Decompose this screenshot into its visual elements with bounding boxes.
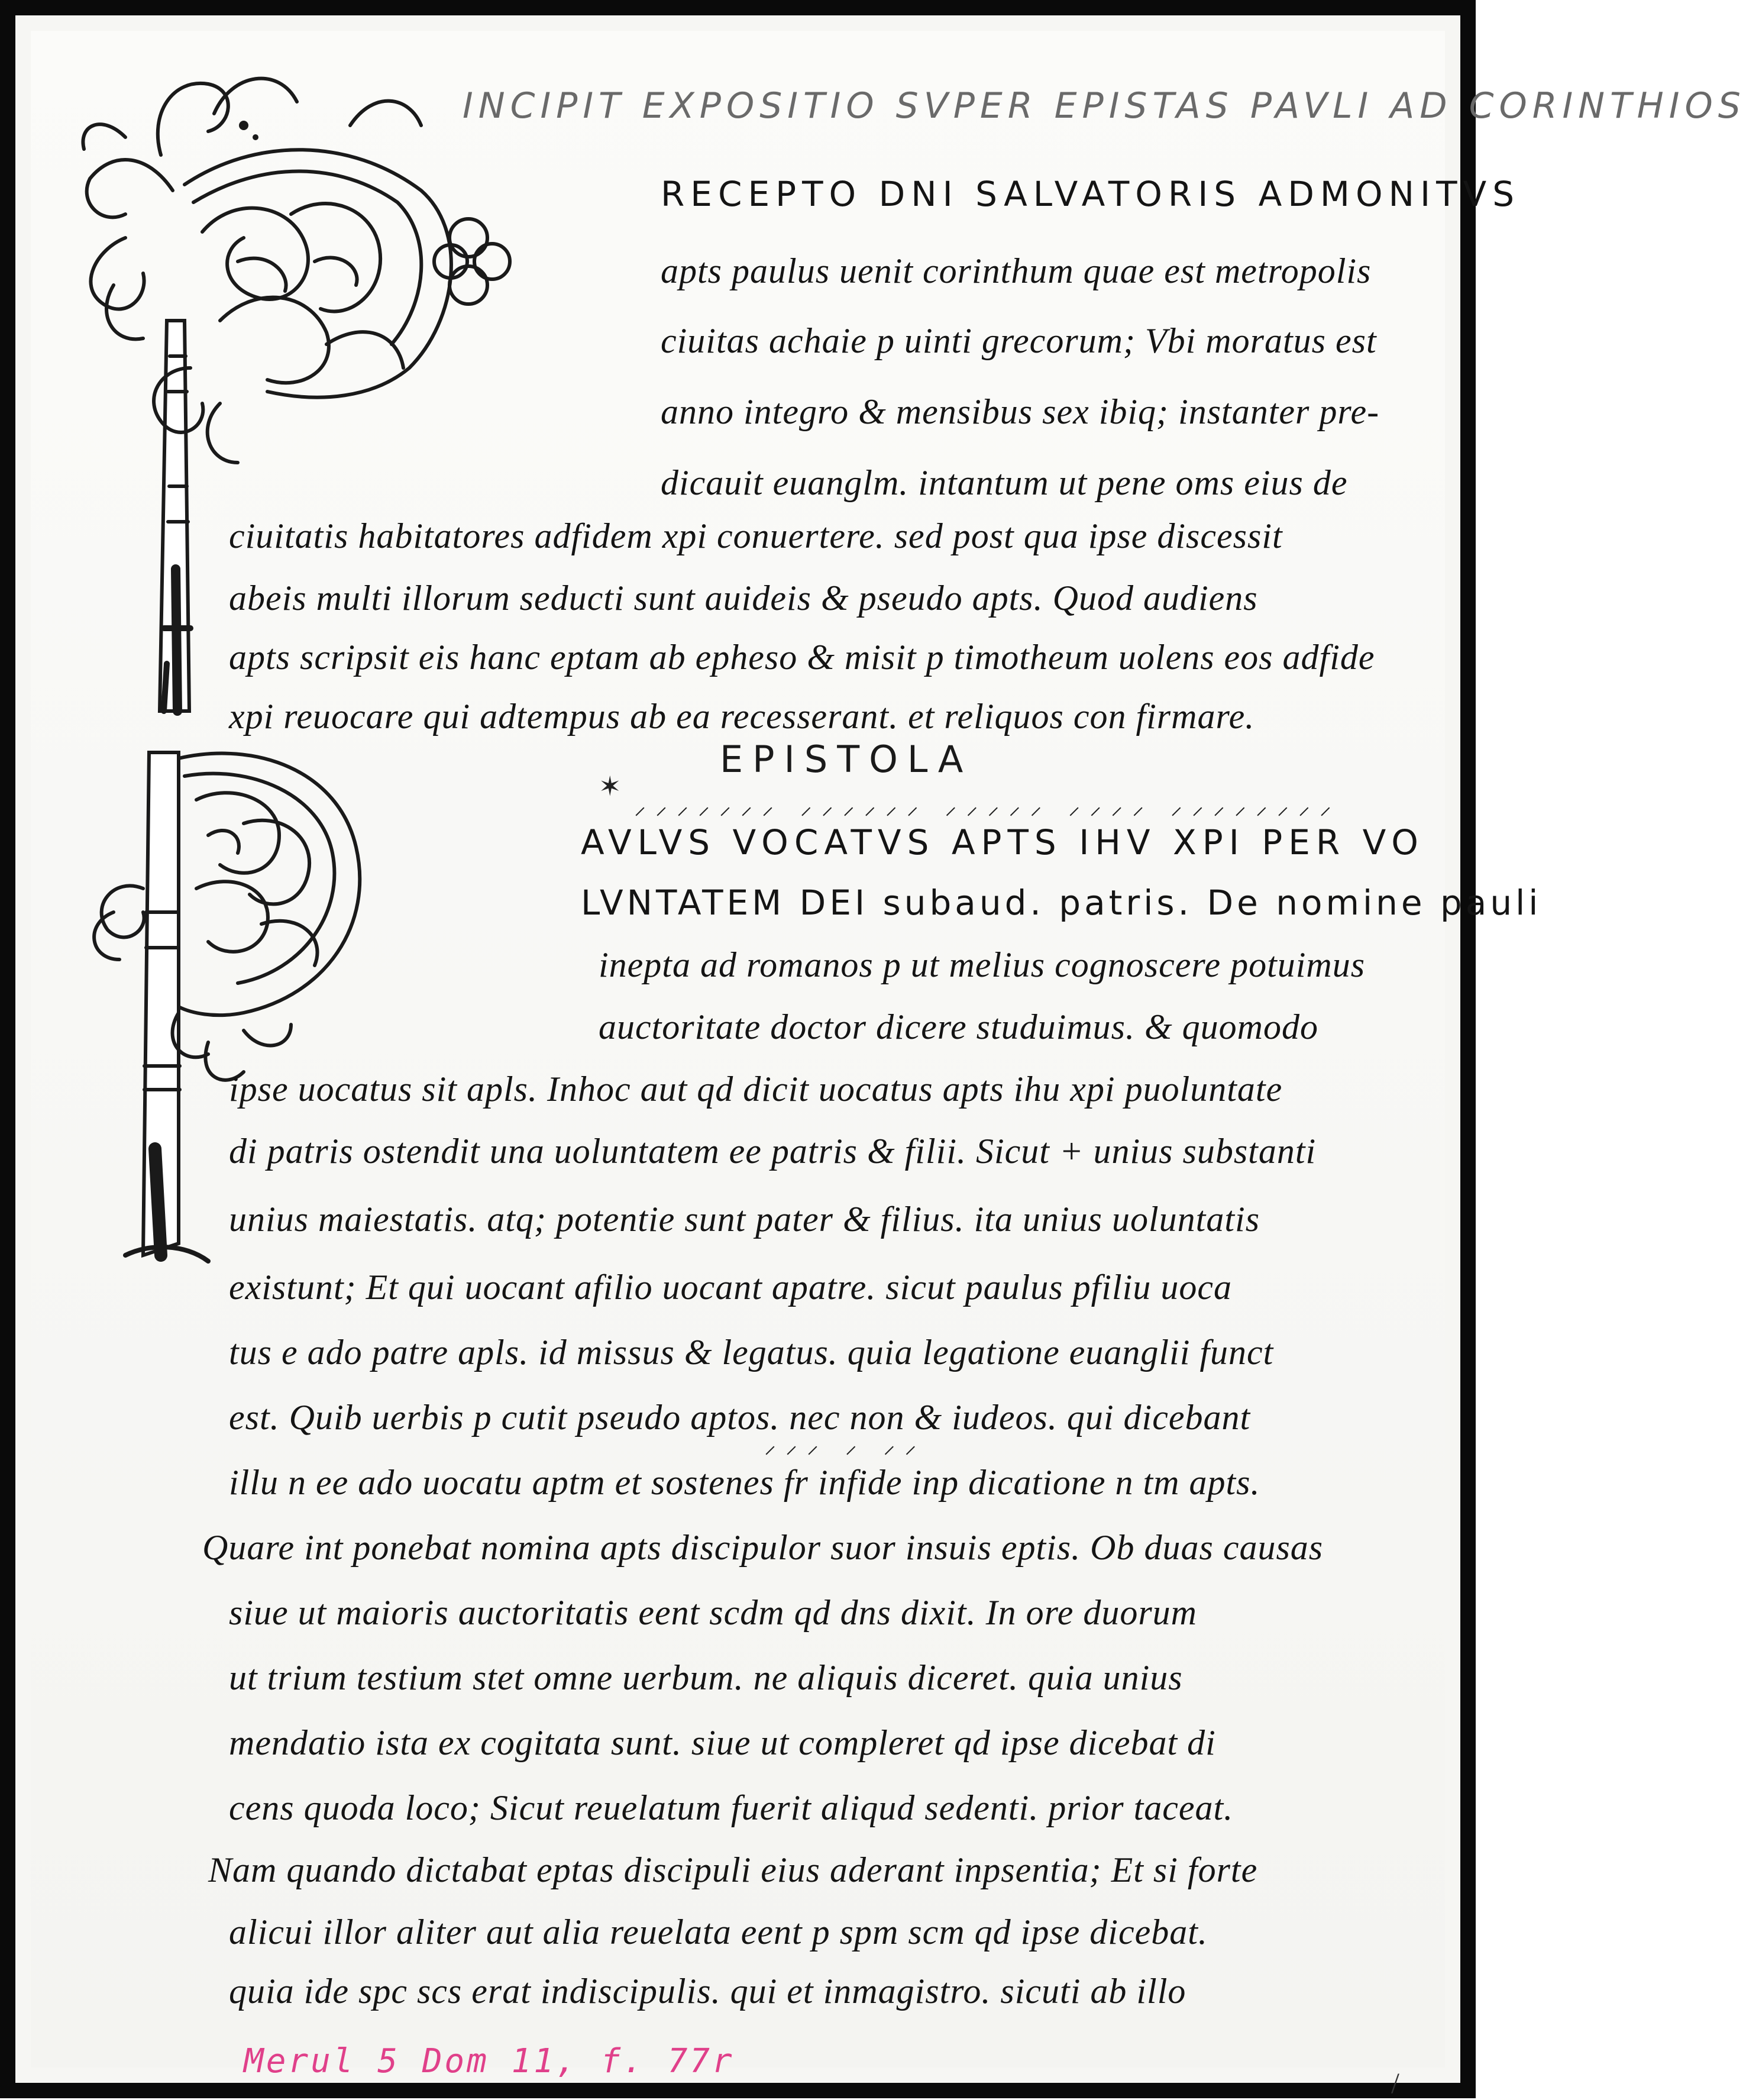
epistola-line: auctoritate doctor dicere studuimus. & quomodo (599, 1007, 1318, 1046)
accent-marks: ⸍⸍⸍⸍⸍⸍⸍ ⸍⸍⸍⸍⸍⸍ ⸍⸍⸍⸍⸍ ⸍⸍⸍⸍ ⸍⸍⸍⸍⸍⸍⸍⸍ (634, 803, 1341, 830)
prologue-line: xpi reuocare qui adtempus ab ea recesserant. et reliquos con firmare. (229, 697, 1255, 736)
epistola-line: ut trium testium stet omne uerbum. ne aliquis diceret. quia unius (229, 1658, 1183, 1697)
prologue-line: abeis multi illorum seducti sunt auideis & pseudo apts. Quod audiens (229, 579, 1258, 618)
prologue-line: anno integro & mensibus sex ibiq; instanter pre- (661, 392, 1380, 431)
decorated-initial-r (43, 37, 492, 723)
epistola-line: siue ut maioris auctoritatis eent scdm qd dns dixit. In ore duorum (229, 1593, 1198, 1632)
incipit-rubric: INCIPIT EXPOSITIO SVPER EPISTAS PAVLI AD CORINTHIOS (463, 85, 1746, 127)
prologue-line: ciuitas achaie p uinti grecorum; Vbi moratus est (661, 321, 1377, 360)
epistola-line: existunt; Et qui uocant afilio uocant apatre. sicut paulus pfiliu uoca (229, 1268, 1232, 1307)
star-mark: ✶ (599, 771, 622, 802)
epistola-line: LVNTATEM DEI subaud. patris. De nomine pauli (581, 883, 1542, 923)
prologue-line: apts scripsit eis hanc eptam ab epheso & misit p timotheum uolens eos adfide (229, 638, 1375, 677)
accent-marks: ⸍⸍⸍ ⸍ ⸍⸍ (764, 1442, 926, 1469)
slash-mark: / (1391, 2066, 1399, 2099)
epistola-line: di patris ostendit una uoluntatem ee patris & filii. Sicut + unius substanti (229, 1132, 1317, 1171)
epistola-heading: EPISTOLA (720, 738, 973, 781)
decorated-initial-p (90, 735, 421, 1267)
epistola-line: inepta ad romanos p ut melius cognoscere potuimus (599, 945, 1366, 984)
epistola-line: unius maiestatis. atq; potentie sunt pater & filius. ita unius uoluntatis (229, 1200, 1260, 1239)
epistola-line: quia ide spc scs erat indiscipulis. qui et inmagistro. sicuti ab illo (229, 1972, 1186, 2011)
catalog-note: Merul 5 Dom 11, f. 77r (244, 2042, 735, 2080)
epistola-line: AVLVS VOCATVS APTS IHV XPI PER VO (581, 822, 1424, 862)
epistola-line: ipse uocatus sit apls. Inhoc aut qd dicit uocatus apts ihu xpi puoluntate (229, 1070, 1283, 1109)
epistola-line: est. Quib uerbis p cutit pseudo aptos. nec non & iudeos. qui dicebant (229, 1398, 1251, 1437)
prologue-line: RECEPTO DNI SALVATORIS ADMONITVS (661, 174, 1521, 214)
prologue-line: ciuitatis habitatores adfidem xpi conuertere. sed post qua ipse discessit (229, 516, 1283, 555)
epistola-line: tus e ado patre apls. id missus & legatus. quia legatione euanglii funct (229, 1333, 1274, 1372)
epistola-line: Quare int ponebat nomina apts discipulor suor insuis eptis. Ob duas causas (202, 1528, 1324, 1567)
epistola-line: Nam quando dictabat eptas discipuli eius aderant inpsentia; Et si forte (208, 1850, 1258, 1889)
prologue-line: dicauit euanglm. intantum ut pene oms eius de (661, 463, 1348, 502)
epistola-line: cens quoda loco; Sicut reuelatum fuerit aliqud sedenti. prior taceat. (229, 1788, 1234, 1827)
epistola-line: alicui illor aliter aut alia reuelata eent p spm scm qd ipse dicebat. (229, 1912, 1208, 1952)
prologue-line: apts paulus uenit corinthum quae est metropolis (661, 251, 1372, 290)
epistola-line: illu n ee ado uocatu aptm et sostenes fr infide inp dicatione n tm apts. (229, 1463, 1260, 1502)
manuscript-page (31, 31, 1746, 2099)
epistola-line: mendatio ista ex cogitata sunt. siue ut compleret qd ipse dicebat di (229, 1723, 1216, 1762)
